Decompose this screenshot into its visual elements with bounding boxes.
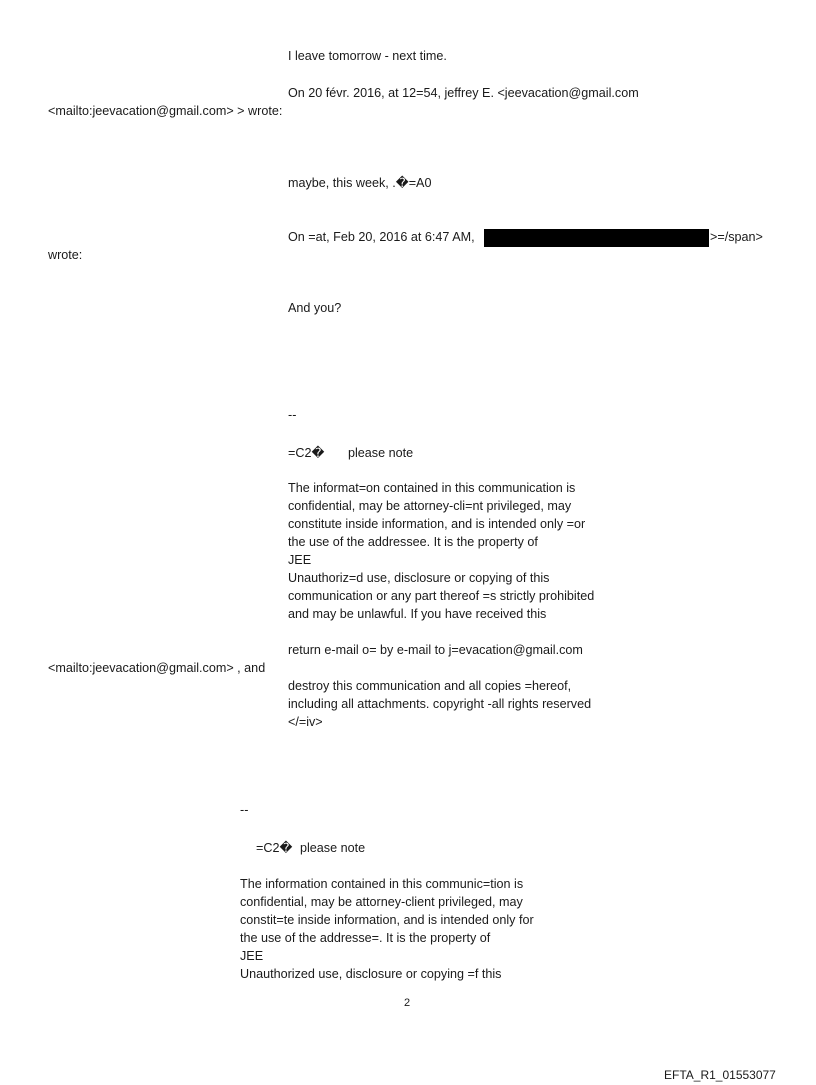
signature-separator: -- (288, 408, 297, 422)
disclaimer-line: the use of the addresse=. It is the property of (240, 931, 491, 945)
disclaimer-line: confidential, may be attorney-cli=nt privileged, may (288, 499, 572, 513)
quoted-header-suffix: >=/span> (710, 230, 763, 244)
quoted-header-wrote: wrote: (48, 248, 83, 262)
disclaimer-line: Unauthorized use, disclosure or copying =f this (240, 967, 502, 981)
disclaimer-line: constitute inside information, and is intended only =or (288, 517, 586, 531)
disclaimer-line: JEE (240, 949, 264, 963)
disclaimer-return-line: return e-mail o= by e-mail to j=evacation@gmail.com (288, 643, 583, 657)
disclaimer-line: The informat=on contained in this communication is (288, 481, 576, 495)
page-number: 2 (404, 997, 411, 1009)
signature-separator: -- (240, 803, 249, 817)
disclaimer-line: constit=te inside information, and is intended only for (240, 913, 534, 927)
reply-text: I leave tomorrow - next time. (288, 49, 447, 63)
note-marker: =C2� (288, 446, 325, 460)
note-label: please note (300, 841, 366, 855)
quoted-body: maybe, this week, .�=A0 (288, 176, 432, 190)
disclaimer-line: </=iv> (288, 715, 323, 729)
note-marker: =C2� (256, 841, 293, 855)
disclaimer-line: and may be unlawful. If you have received this (288, 607, 547, 621)
disclaimer-line: confidential, may be attorney-client privileged, may (240, 895, 523, 909)
disclaimer-line: Unauthoriz=d use, disclosure or copying of this (288, 571, 550, 585)
document-id: EFTA_R1_01553077 (664, 1068, 776, 1082)
redaction-bar (484, 229, 709, 247)
quoted-body: And you? (288, 301, 342, 315)
disclaimer-line: including all attachments. copyright -all rights reserved (288, 697, 592, 711)
disclaimer-line: The information contained in this communic=tion is (240, 877, 524, 891)
quote-header: On 20 févr. 2016, at 12=54, jeffrey E. <jeevacation@gmail.com (288, 86, 639, 100)
disclaimer-line: destroy this communication and all copies =hereof, (288, 679, 572, 693)
quote-header-continued: <mailto:jeevacation@gmail.com> > wrote: (48, 104, 283, 118)
note-label: please note (348, 446, 414, 460)
disclaimer-mailto-line: <mailto:jeevacation@gmail.com> , and (48, 661, 266, 675)
disclaimer-line: the use of the addressee. It is the property of (288, 535, 538, 549)
disclaimer-line: communication or any part thereof =s strictly prohibited (288, 589, 595, 603)
disclaimer-line: JEE (288, 553, 312, 567)
quoted-header-prefix: On =at, Feb 20, 2016 at 6:47 AM, (288, 230, 475, 244)
